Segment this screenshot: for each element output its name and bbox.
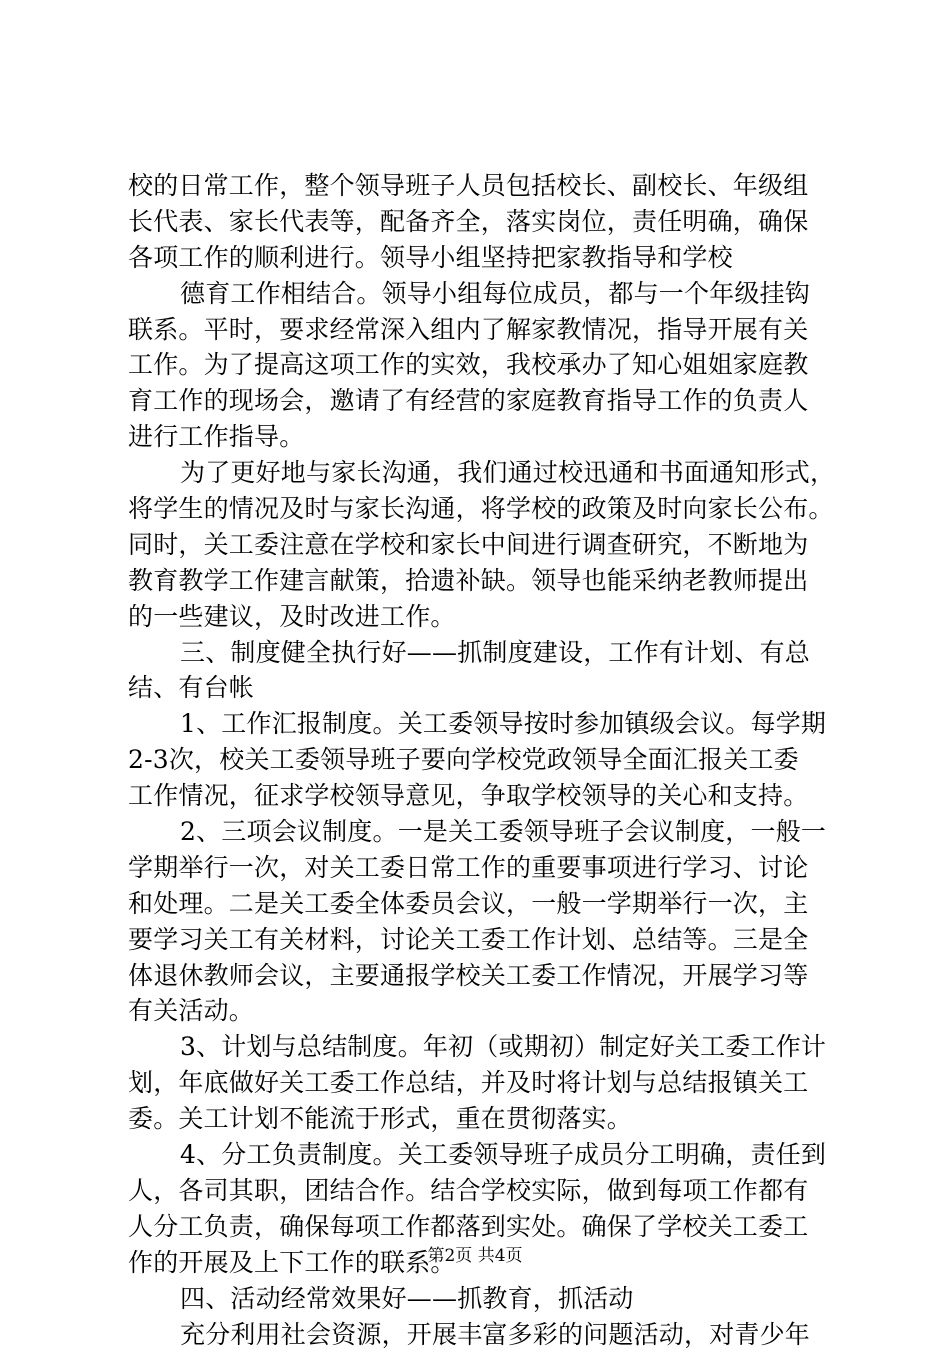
- text-line: 同时，关工委注意在学校和家长中间进行调查研究，不断地为: [128, 527, 834, 563]
- text-line: 工作情况，征求学校领导意见，争取学校领导的关心和支持。: [128, 778, 834, 814]
- text-line: 长代表、家长代表等，配备齐全，落实岗位，责任明确，确保: [128, 204, 834, 240]
- text-line: 三、制度健全执行好——抓制度建设，工作有计划、有总: [128, 635, 834, 671]
- text-line: 工作。为了提高这项工作的实效，我校承办了知心姐姐家庭教: [128, 347, 834, 383]
- text-line: 的一些建议，及时改进工作。: [128, 599, 834, 635]
- text-line: 进行工作指导。: [128, 419, 834, 455]
- text-line: 人分工负责，确保每项工作都落到实处。确保了学校关工委工: [128, 1209, 834, 1245]
- page-number-footer: 第2页 共4页: [0, 1244, 950, 1268]
- text-line: 为了更好地与家长沟通，我们通过校迅通和书面通知形式，: [128, 455, 834, 491]
- text-line: 充分利用社会资源，开展丰富多彩的问题活动，对青少年: [128, 1317, 834, 1352]
- text-line: 人，各司其职，团结合作。结合学校实际，做到每项工作都有: [128, 1173, 834, 1209]
- text-line: 2、三项会议制度。一是关工委领导班子会议制度，一般一: [128, 814, 834, 850]
- text-line: 结、有台帐: [128, 670, 834, 706]
- text-line: 体退休教师会议，主要通报学校关工委工作情况，开展学习等: [128, 958, 834, 994]
- text-line: 4、分工负责制度。关工委领导班子成员分工明确，责任到: [128, 1137, 834, 1173]
- text-line: 2-3次，校关工委领导班子要向学校党政领导全面汇报关工委: [128, 742, 834, 778]
- text-line: 联系。平时，要求经常深入组内了解家教情况，指导开展有关: [128, 312, 834, 348]
- document-body: [128, 168, 834, 1352]
- text-line: 育工作的现场会，邀请了有经营的家庭教育指导工作的负责人: [128, 383, 834, 419]
- text-line: 校的日常工作，整个领导班子人员包括校长、副校长、年级组: [128, 168, 834, 204]
- text-line: 1、工作汇报制度。关工委领导按时参加镇级会议。每学期: [128, 706, 834, 742]
- text-line: 要学习关工有关材料，讨论关工委工作计划、总结等。三是全: [128, 922, 834, 958]
- text-line: 和处理。二是关工委全体委员会议，一般一学期举行一次，主: [128, 886, 834, 922]
- text-line: 学期举行一次，对关工委日常工作的重要事项进行学习、讨论: [128, 850, 834, 886]
- text-line: 将学生的情况及时与家长沟通，将学校的政策及时向家长公布。: [128, 491, 834, 527]
- text-line: 划，年底做好关工委工作总结，并及时将计划与总结报镇关工: [128, 1065, 834, 1101]
- text-line: 德育工作相结合。领导小组每位成员，都与一个年级挂钩: [128, 276, 834, 312]
- text-line: 作的开展及上下工作的联系。: [128, 1245, 834, 1281]
- text-line: 四、活动经常效果好——抓教育，抓活动: [128, 1281, 834, 1317]
- text-line: 3、计划与总结制度。年初（或期初）制定好关工委工作计: [128, 1029, 834, 1065]
- text-line: 各项工作的顺利进行。领导小组坚持把家教指导和学校: [128, 240, 834, 276]
- text-line: 教育教学工作建言献策，拾遗补缺。领导也能采纳老教师提出: [128, 563, 834, 599]
- text-line: 有关活动。: [128, 993, 834, 1029]
- text-line: 委。关工计划不能流于形式，重在贯彻落实。: [128, 1101, 834, 1137]
